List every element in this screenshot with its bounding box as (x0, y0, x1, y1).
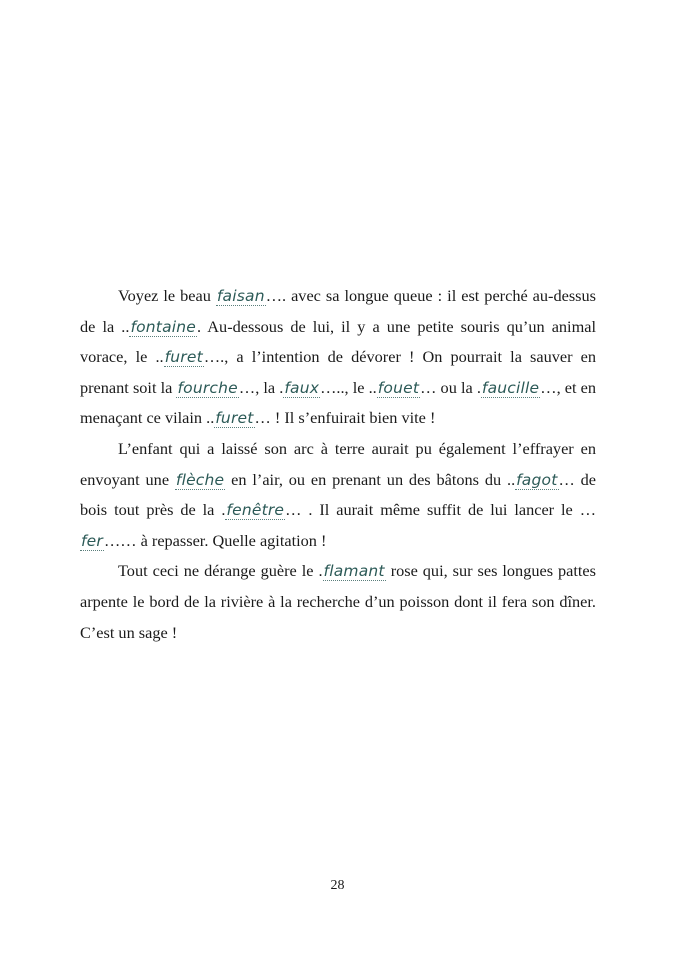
text-segment: …… à repasser. Quelle agitation ! (103, 530, 327, 550)
handwritten-answer: fagot (516, 470, 558, 489)
handwritten-answer: flèche (175, 470, 225, 489)
paragraph-3 (80, 556, 596, 648)
text-segment: en l’air, ou en prenant un des bâtons du (225, 469, 507, 489)
handwritten-answer: furet (215, 409, 254, 428)
handwritten-answer: fontaine (130, 317, 197, 336)
handwritten-answer: faisan (216, 287, 265, 305)
text-segment: Tout ceci ne dérange guère le (118, 561, 319, 581)
handwritten-answer: faucille (481, 378, 540, 397)
handwritten-answer: fouet (377, 378, 420, 397)
blank-dots: .. (121, 316, 130, 336)
text-segment: Voyez le beau (118, 286, 216, 305)
text-segment: …, la (238, 377, 280, 397)
blank-dots: . (318, 561, 323, 581)
blank-dots: .. (155, 347, 164, 367)
blank-dots: .. (507, 469, 516, 489)
paragraph-2 (80, 434, 596, 556)
paragraph-1 (80, 281, 596, 434)
text-segment: …., a l’intention de dévorer ! On pourrait la sauver en prenant soit la (80, 347, 597, 397)
text-segment: …. avec sa longue queue : il est perché au-dessus de la (80, 286, 596, 336)
text-segment: … . Il aurait même suffit de lui lancer le … (285, 500, 596, 520)
handwritten-answer: faux (284, 378, 320, 397)
body-text (80, 281, 596, 648)
blank-dots: .. (206, 408, 215, 428)
text-segment: ….., le (320, 377, 369, 397)
blank-dots: . (476, 377, 481, 397)
text-segment: … ! Il s’enfuirait bien vite ! (254, 408, 436, 428)
text-segment: … ou la (420, 377, 477, 397)
blank-dots: . (279, 377, 284, 397)
text-segment: … de bois tout près de la (80, 469, 597, 520)
handwritten-answer: furet (164, 348, 203, 367)
blank-dots: . (221, 500, 226, 520)
handwritten-answer: fer (81, 531, 103, 550)
handwritten-answer: flamant (323, 562, 385, 581)
handwritten-answer: fenêtre (226, 501, 285, 520)
text-segment: rose qui, sur ses longues pattes arpente le bord de la rivière à la recherche d’un poisson dont il fera son dîner. C’est un sage ! (80, 561, 596, 642)
handwritten-answer: fourche (177, 378, 238, 397)
text-segment: L’enfant qui a laissé son arc à terre aurait pu également l’effrayer en envoyant une (80, 438, 596, 489)
text-segment: …, et en menaçant ce vilain (80, 377, 597, 428)
page-number: 28 (330, 878, 345, 893)
blank-dots: .. (368, 377, 377, 397)
text-segment: . Au-dessous de lui, il y a une petite souris qu’un animal vorace, le (80, 316, 596, 367)
